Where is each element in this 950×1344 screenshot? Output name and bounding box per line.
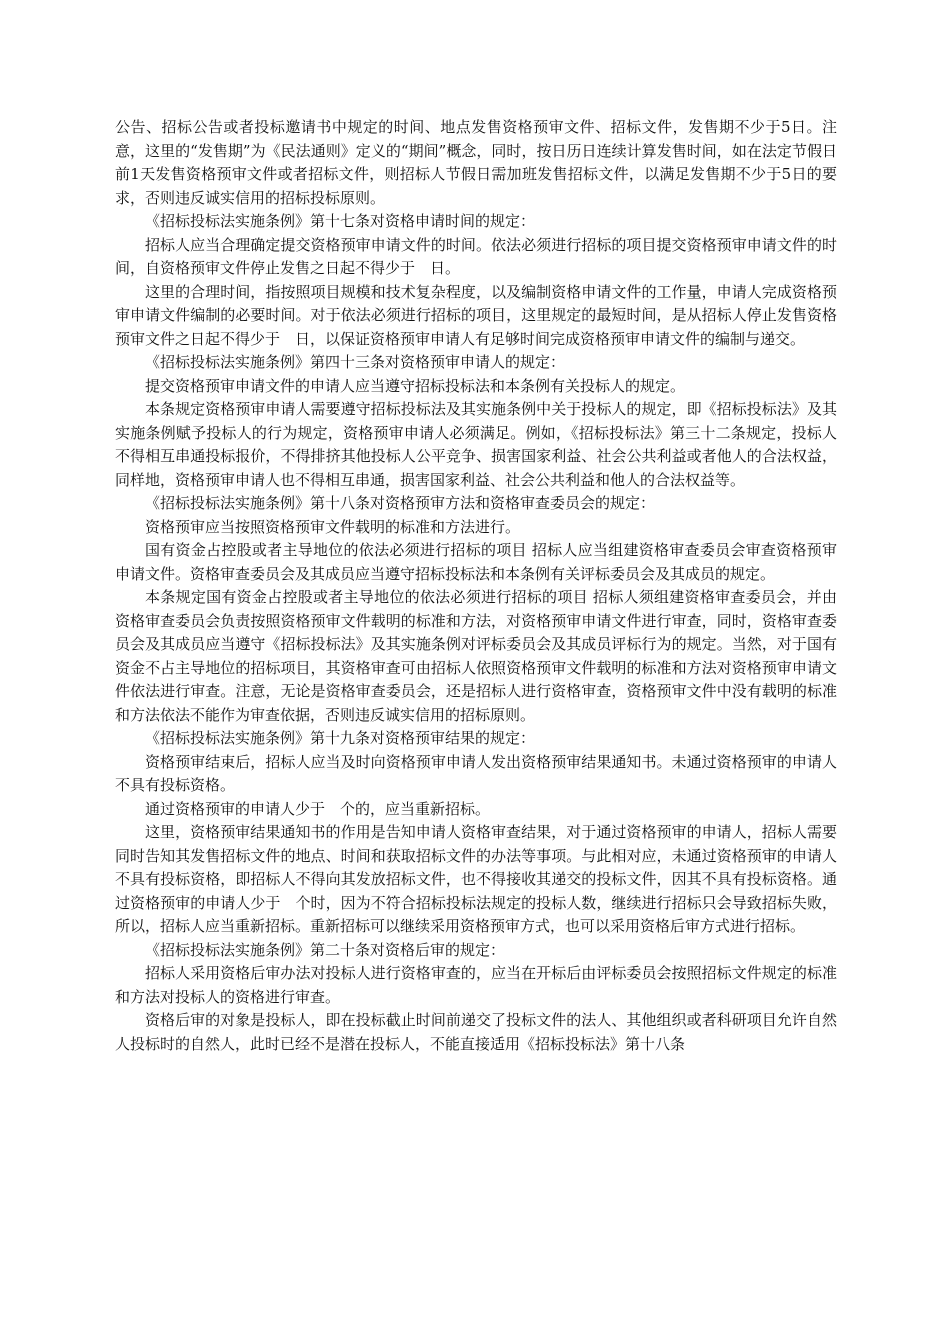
document-body <box>115 116 837 1056</box>
article-43-text: 提交资格预审申请文件的申请人应当遵守招标投标法和本条例有关投标人的规定。 <box>145 376 686 395</box>
article-20-text: 招标人采用资格后审办法对投标人进行资格审查的，应当在开标后由评标委员会按照招标文件规定的标准和方法对投标人的资格进行审查。 <box>115 964 837 1006</box>
article-17-commentary: 这里的合理时间，指按照项目规模和技术复杂程度，以及编制资格申请文件的工作量，申请人完成资格预审申请文件编制的必要时间。对于依法必须进行招标的项目，这里规定的最短时间，是从招标人停止发售资格预审文件之日起不得少于 日，以保证资格预审申请人有足够时间完成资格预审申请文件的编制与递交。 <box>115 282 837 348</box>
article-18-text-1: 资格预审应当按照资格预审文件载明的标准和方法进行。 <box>145 517 521 536</box>
article-17-heading: 《招标投标法实施条例》第十七条对资格申请时间的规定： <box>145 212 536 230</box>
article-20-heading: 《招标投标法实施条例》第二十条对资格后审的规定： <box>145 940 506 959</box>
article-20-commentary: 资格后审的对象是投标人，即在投标截止时间前递交了投标文件的法人、其他组织或者科研项目允许自然人投标时的自然人，此时已经不是潜在投标人，不能直接适用《招标投标法》第十八条 <box>115 1011 837 1053</box>
article-19-text-2: 通过资格预审的申请人少于 个的，应当重新招标。 <box>145 799 491 818</box>
article-18-commentary: 本条规定国有资金占控股或者主导地位的依法必须进行招标的项目 招标人须组建资格审查委员会，并由资格审查委员会负责按照资格预审文件载明的标准和方法，对资格预审申请文件进行审查，同时，资格审查委员会及其成员应当遵守《招标投标法》及其实施条例对评标委员会及其成员评标行为的规定。当然，对于国有资金不占主导地位的招标项目，其资格审查可由招标人依照资格预审文件载明的标准和方法对资格预审申请文件依法进行审查。注意，无论是资格审查委员会，还是招标人进行资格审查，资格预审文件中没有载明的标准和方法依法不能作为审查依据，否则违反诚实信用的招标原则。 <box>115 588 837 724</box>
article-19-text-1: 资格预审结束后，招标人应当及时向资格预审申请人发出资格预审结果通知书。未通过资格预审的申请人不具有投标资格。 <box>115 752 837 794</box>
article-43-heading: 《招标投标法实施条例》第四十三条对资格预审申请人的规定： <box>145 353 566 371</box>
paragraph-continuation: 公告、招标公告或者投标邀请书中规定的时间、地点发售资格预审文件、招标文件，发售期不少于5日。注意，这里的“发售期”为《民法通则》定义的“期间”概念，同时，按日历日连续计算发售时间，如在法定节假日前1天发售资格预审文件或者招标文件，则招标人节假日需加班发售招标文件，以满足发售期不少于5日的要求，否则违反诚实信用的招标投标原则。 <box>115 118 837 207</box>
article-17-text: 招标人应当合理确定提交资格预审申请文件的时间。依法必须进行招标的项目提交资格预审申请文件的时间，自资格预审文件停止发售之日起不得少于 日。 <box>115 235 837 277</box>
article-43-commentary: 本条规定资格预审申请人需要遵守招标投标法及其实施条例中关于投标人的规定，即《招标投标法》及其实施条例赋予投标人的行为规定，资格预审申请人必须满足。例如，《招标投标法》第三十二条规定，投标人不得相互串通投标报价，不得排挤其他投标人公平竞争、损害国家利益、社会公共利益或者他人的合法权益，同样地，资格预审申请人也不得相互串通，损害国家利益、社会公共利益和他人的合法权益等。 <box>115 400 837 489</box>
article-19-commentary: 这里，资格预审结果通知书的作用是告知申请人资格审查结果，对于通过资格预审的申请人，招标人需要同时告知其发售招标文件的地点、时间和获取招标文件的办法等事项。与此相对应，未通过资格预审的申请人不具有投标资格，即招标人不得向其发放招标文件，也不得接收其递交的投标文件，因其不具有投标资格。通过资格预审的申请人少于 个时，因为不符合招标投标法规定的投标人数，继续进行招标只会导致招标失败，所以，招标人应当重新招标。重新招标可以继续采用资格预审方式，也可以采用资格后审方式进行招标。 <box>115 823 837 935</box>
article-18-text-2: 国有资金占控股或者主导地位的依法必须进行招标的项目 招标人应当组建资格审查委员会审查资格预审申请文件。资格审查委员会及其成员应当遵守招标投标法和本条例有关评标委员会及其成员的规定。 <box>115 541 837 583</box>
article-19-heading: 《招标投标法实施条例》第十九条对资格预审结果的规定： <box>145 729 536 747</box>
article-18-heading: 《招标投标法实施条例》第十八条对资格预审方法和资格审查委员会的规定： <box>145 494 656 512</box>
